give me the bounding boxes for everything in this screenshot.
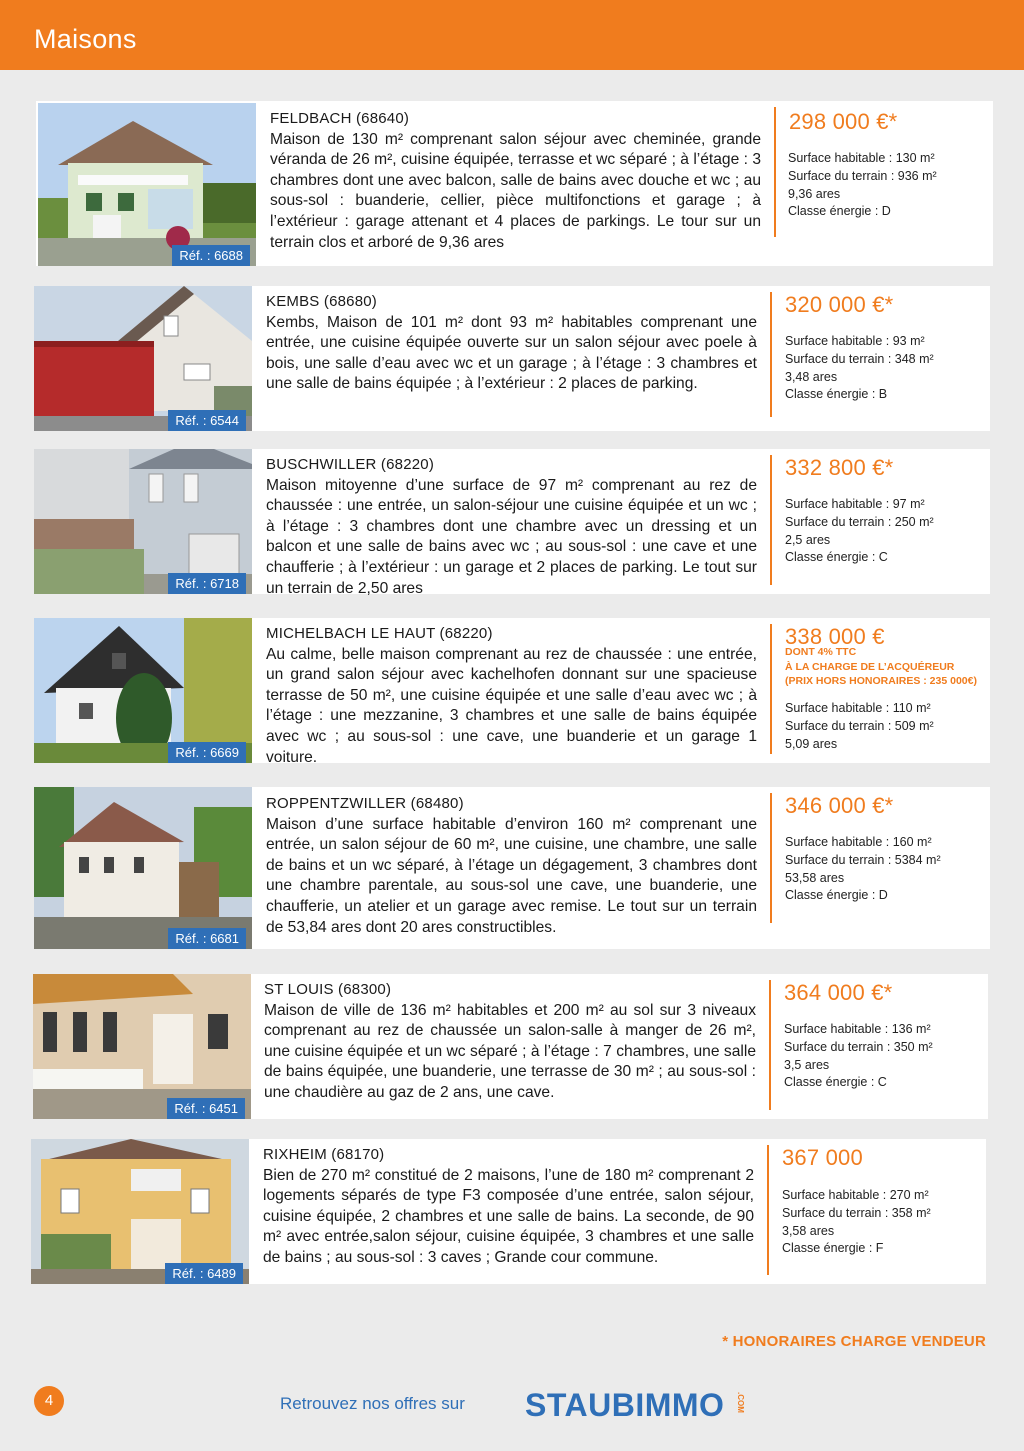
logo-suffix: .COM — [736, 1392, 745, 1413]
listing-price: 332 800 €* — [785, 455, 894, 480]
listing-city: RIXHEIM (68170) — [263, 1146, 385, 1163]
divider — [770, 793, 772, 923]
reference-badge: Réf. : 6451 — [167, 1098, 245, 1119]
listing-price: 298 000 €* — [789, 109, 898, 134]
spec-surface-habitable: Surface habitable : 97 m² — [785, 497, 925, 511]
house-photo — [38, 103, 256, 266]
spec-surface-habitable: Surface habitable : 110 m² — [785, 701, 931, 715]
reference-badge: Réf. : 6669 — [168, 742, 246, 763]
house-photo — [34, 618, 252, 763]
spec-surface-habitable: Surface habitable : 160 m² — [785, 835, 932, 849]
listing-text: Maison de ville de 136 m² habitables et 200 m² au sol sur 3 niveaux comprenant au rez de chaussée un salon-salle à manger de 26 m², une cuisine équipée et un wc séparé ; à l’étage : 7 chambres, une salle de bains équipée, une buanderie, une terrasse de 30 m² ; au sous-sol : une chaudière au gaz de 2 ans, une cave. — [264, 1001, 756, 1101]
reference-badge: Réf. : 6718 — [168, 573, 246, 594]
spec-energy-class: Classe énergie : F — [782, 1241, 884, 1256]
listing-specs — [784, 1021, 933, 1092]
fees-footnote: * HONORAIRES CHARGE VENDEUR — [722, 1333, 986, 1350]
house-photo — [31, 1139, 249, 1284]
listing-city: ROPPENTZWILLER (68480) — [266, 795, 464, 812]
divider — [774, 107, 776, 237]
spec-surface-terrain: Surface du terrain : 348 m² — [785, 351, 934, 366]
listing-specs — [788, 150, 937, 221]
spec-ares: 3,48 ares — [785, 369, 838, 384]
spec-surface-habitable: Surface habitable : 130 m² — [788, 151, 935, 165]
listing-specs — [785, 834, 941, 905]
listing-city: MICHELBACH LE HAUT (68220) — [266, 625, 493, 642]
divider — [769, 980, 771, 1110]
spec-ares: 2,5 ares — [785, 532, 831, 547]
reference-badge: Réf. : 6681 — [168, 928, 246, 949]
spec-surface-habitable: Surface habitable : 136 m² — [784, 1022, 931, 1036]
house-photo — [34, 787, 252, 949]
listing-description — [266, 292, 757, 395]
listing-description — [266, 794, 757, 938]
listing-card[interactable] — [31, 1139, 986, 1284]
spec-ares: 5,09 ares — [785, 736, 838, 751]
listing-card[interactable] — [36, 101, 993, 266]
note-line: À LA CHARGE DE L’ACQUÉREUR — [785, 660, 955, 673]
spec-surface-terrain: Surface du terrain : 350 m² — [784, 1039, 933, 1054]
listing-specs — [782, 1187, 931, 1258]
listing-card[interactable] — [34, 286, 990, 431]
listing-description — [266, 624, 757, 768]
listing-description — [270, 109, 761, 253]
divider — [770, 455, 772, 585]
listing-specs — [785, 496, 934, 567]
listing-card[interactable] — [34, 618, 990, 766]
spec-energy-class: Classe énergie : B — [785, 387, 888, 402]
spec-energy-class: Classe énergie : D — [785, 888, 888, 903]
note-line: DONT 4% TTC — [785, 646, 857, 658]
spec-surface-terrain: Surface du terrain : 250 m² — [785, 514, 934, 529]
spec-surface-terrain: Surface du terrain : 5384 m² — [785, 852, 941, 867]
spec-surface-terrain: Surface du terrain : 936 m² — [788, 168, 937, 183]
spec-energy-class: Classe énergie : D — [788, 204, 891, 219]
house-photo — [34, 449, 252, 594]
listing-text: Maison de 130 m² comprenant salon séjour avec cheminée, grande véranda de 26 m², cuisine équipée, terrasse et wc séparé ; à l’étage : 3 chambres dont une avec balcon, salle de bains avec douche et wc ; au sous-sol : buanderie, cellier, pièce multifonctions et garage ; à l’extérieur : garage attenant et 4 places de parkings. Le tour sur un terrain clos et arboré de 9,36 ares — [270, 130, 761, 251]
listing-text: Kembs, Maison de 101 m² dont 93 m² habitables comprenant une entrée, une cuisine équipée ouverte sur un salon séjour avec poele à bois, une salle d’eau avec wc et un garage ; à l’étage : 3 chambres et une salle de bains équipée ; à l’extérieur : 2 places de parking. — [266, 313, 757, 393]
house-photo — [33, 974, 251, 1119]
listing-city: BUSCHWILLER (68220) — [266, 456, 435, 473]
page-number: 4 — [34, 1386, 64, 1416]
house-photo — [34, 286, 252, 431]
note-line: (PRIX HORS HONORAIRES : 235 000€) — [785, 675, 977, 687]
reference-badge: Réf. : 6544 — [168, 410, 246, 431]
listing-price: 367 000 — [782, 1145, 863, 1170]
listing-specs — [785, 333, 934, 404]
listing-price: 364 000 €* — [784, 980, 893, 1005]
listing-text: Maison mitoyenne d’une surface de 97 m² comprenant au rez de chaussée : une entrée, un salon-séjour une cuisine équipée et un wc ; à l’étage : 3 chambres dont une chambre avec un dressing et un balcon et une salle de bains avec wc ; au sous-sol : une cave et une chaufferie ; à l’extérieur : un garage et 2 places de parking. Le tout sur un terrain de 2,50 ares — [266, 476, 757, 597]
logo-text: STAUBIMMO — [525, 1387, 725, 1423]
listing-city: KEMBS (68680) — [266, 293, 377, 310]
divider — [770, 624, 772, 754]
listing-description — [266, 455, 757, 599]
spec-surface-terrain: Surface du terrain : 358 m² — [782, 1205, 931, 1220]
spec-ares: 3,58 ares — [782, 1223, 835, 1238]
divider — [770, 292, 772, 417]
listing-description — [263, 1145, 754, 1269]
listing-card[interactable] — [34, 787, 990, 949]
listing-card[interactable] — [34, 449, 990, 597]
listing-price: 346 000 €* — [785, 793, 894, 818]
spec-surface-habitable: Surface habitable : 93 m² — [785, 334, 925, 348]
reference-badge: Réf. : 6688 — [172, 245, 250, 266]
page-header — [0, 0, 1024, 70]
listing-city: FELDBACH (68640) — [270, 110, 410, 127]
spec-energy-class: Classe énergie : C — [784, 1075, 887, 1090]
offers-link-text[interactable]: Retrouvez nos offres sur — [280, 1394, 465, 1413]
spec-ares: 3,5 ares — [784, 1057, 830, 1072]
listing-description — [264, 980, 756, 1104]
spec-surface-terrain: Surface du terrain : 509 m² — [785, 718, 934, 733]
listing-card[interactable] — [33, 974, 988, 1119]
listing-text: Au calme, belle maison comprenant au rez de chaussée : une entrée, un grand salon séjour avec kachelhofen donnant sur une spacieuse terrasse de 50 m², une cuisine équipée et une salle d’eau avec wc ; à l’étage : une mezzanine, 3 chambres et une salle de bains équipée avec wc ; au sous-sol : une cave, une buanderie et un garage 1 voiture. — [266, 645, 757, 766]
listing-price: 338 000 € — [785, 624, 885, 649]
listing-text: Bien de 270 m² constitué de 2 maisons, l’une de 180 m² comprenant 2 logements séparés de type F3 composée d’une entrée, salon séjour, cuisine équipée, 2 chambres et une salle de bains. La seconde, de 90 m² avec entrée,salon séjour, cuisine équipée, 3 chambres et une salle de bains ; au sous-sol : 3 caves ; Grande cour commune. — [263, 1166, 754, 1266]
spec-energy-class: Classe énergie : C — [785, 550, 888, 565]
page-title: Maisons — [34, 24, 137, 54]
reference-badge: Réf. : 6489 — [165, 1263, 243, 1284]
spec-ares: 53,58 ares — [785, 870, 845, 885]
spec-surface-habitable: Surface habitable : 270 m² — [782, 1188, 929, 1202]
listing-specs — [785, 700, 934, 753]
listing-price: 320 000 €* — [785, 292, 894, 317]
listing-city: ST LOUIS (68300) — [264, 981, 392, 998]
divider — [767, 1145, 769, 1275]
spec-ares: 9,36 ares — [788, 186, 841, 201]
listing-text: Maison d’une surface habitable d’environ 160 m² comprenant une entrée, un salon séjour de 60 m², une cuisine, une chambre, une salle de bains et un wc séparé, à l’étage un dégagement, 3 chambres dont une chambre parentale, au sous-sol une cave, une buanderie, une chaufferie, un atelier et un garage avec remise. Le tout sur un terrain de 53,84 ares dont 20 ares constructibles. — [266, 815, 757, 936]
price-note — [785, 645, 977, 689]
staubimmo-logo[interactable] — [525, 1384, 750, 1429]
